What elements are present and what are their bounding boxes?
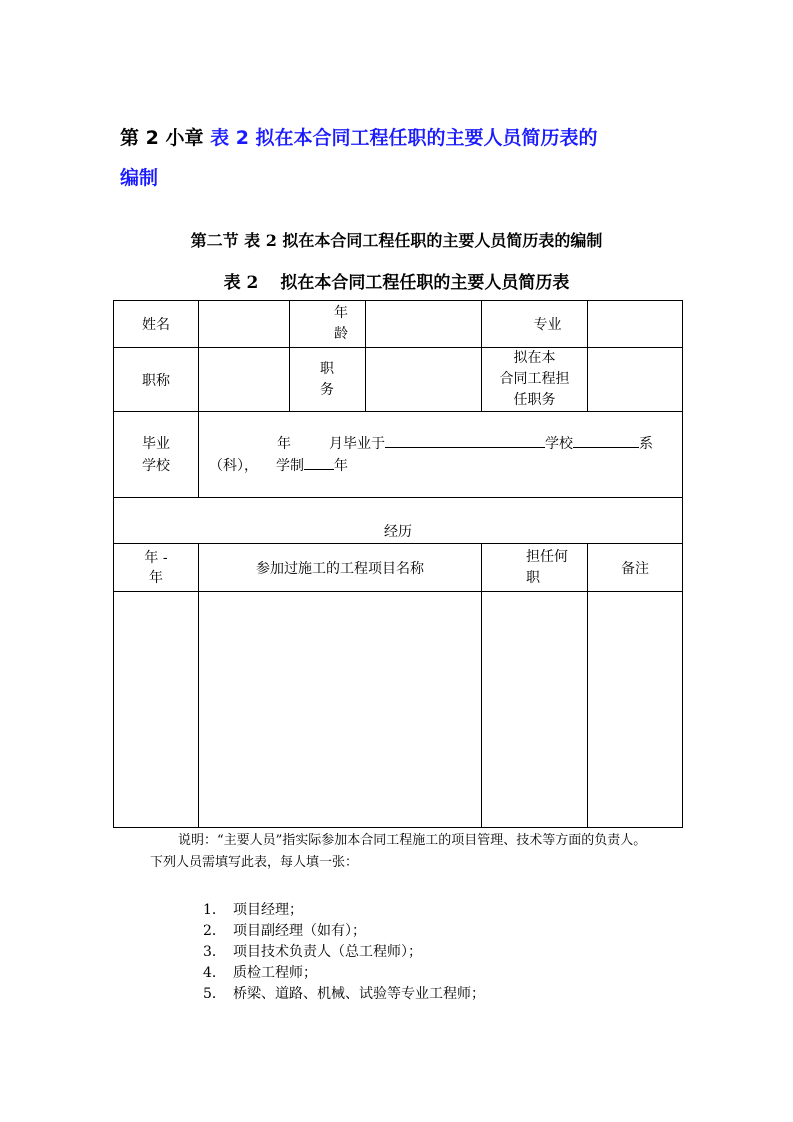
planned-position-value[interactable]	[588, 348, 683, 412]
period-cell[interactable]	[114, 592, 199, 828]
notes-line2: 下列人员需填写此表，每人填一张：	[150, 855, 359, 870]
role-header: 担任何 职	[482, 544, 588, 592]
major-value[interactable]	[588, 301, 683, 348]
list-item: 2． 项目副经理（如有）；	[203, 923, 366, 939]
branch-label: （科），	[209, 457, 258, 474]
chapter-prefix: 第 2 小章	[120, 127, 204, 149]
graduation-field[interactable]	[199, 412, 683, 498]
title-value[interactable]	[199, 348, 290, 412]
duration-blank[interactable]	[304, 455, 334, 470]
project-cell[interactable]	[199, 592, 482, 828]
resume-table	[113, 300, 683, 828]
notes-line1: 说明：“主要人员”指实际参加本合同工程施工的项目管理、技术等方面的负责人。	[178, 833, 647, 848]
school-suffix: 学校	[545, 435, 573, 452]
dept-suffix: 系	[639, 435, 653, 452]
remark-header: 备注	[588, 544, 683, 592]
list-item: 3． 项目技术负责人（总工程师）；	[203, 944, 422, 960]
chapter-title-line2: 编制	[120, 167, 159, 189]
school-name-blank[interactable]	[385, 433, 545, 448]
dept-blank[interactable]	[573, 433, 639, 448]
period-header: 年 - 年	[114, 544, 199, 592]
age-label: 年 龄	[290, 301, 366, 348]
grad-year-label: 年	[277, 435, 291, 452]
age-value[interactable]	[366, 301, 482, 348]
major-label: 专业	[482, 301, 588, 348]
notes	[150, 830, 690, 874]
remark-cell[interactable]	[588, 592, 683, 828]
chapter-heading	[120, 118, 680, 198]
grad-month-label: 月毕业于	[329, 435, 385, 452]
project-header: 参加过施工的工程项目名称	[199, 544, 482, 592]
title-label: 职称	[114, 348, 199, 412]
planned-position-label: 拟在本 合同工程担 任职务	[482, 348, 588, 412]
chapter-title-line1: 表 2 拟在本合同工程任职的主要人员简历表的	[210, 127, 598, 149]
name-label: 姓名	[114, 301, 199, 348]
school-label: 毕业 学校	[114, 412, 199, 498]
section-heading: 第二节 表 2 拟在本合同工程任职的主要人员简历表的编制	[190, 231, 603, 250]
experience-header: 经历	[114, 498, 683, 544]
list-item: 1． 项目经理；	[203, 902, 303, 918]
list-item: 4． 质检工程师；	[203, 965, 317, 981]
table-title	[0, 268, 793, 293]
staff-list	[203, 900, 485, 1005]
position-label: 职 务	[290, 348, 366, 412]
table-number: 表 2	[223, 273, 259, 293]
position-value[interactable]	[366, 348, 482, 412]
table-title-text: 拟在本合同工程任职的主要人员简历表	[280, 273, 570, 293]
duration-unit: 年	[334, 457, 348, 474]
name-value[interactable]	[199, 301, 290, 348]
duration-label: 学制	[276, 457, 304, 474]
list-item: 5． 桥梁、道路、机械、试验等专业工程师；	[203, 986, 485, 1002]
role-cell[interactable]	[482, 592, 588, 828]
